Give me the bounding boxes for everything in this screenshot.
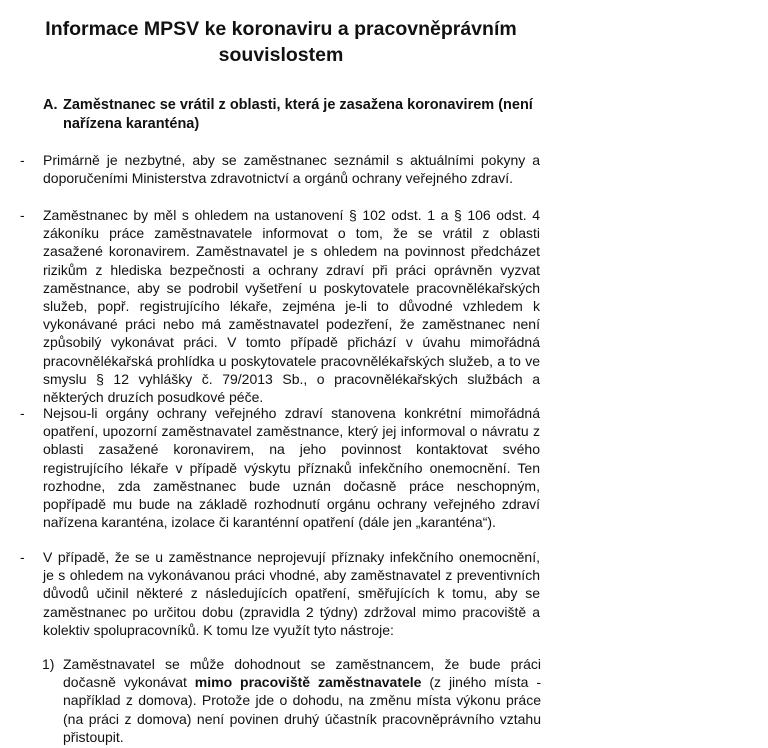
bullet-dash: - bbox=[20, 549, 25, 565]
bullet-dash: - bbox=[20, 152, 25, 168]
bullet-text: Zaměstnanec by měl s ohledem na ustanovení § 102 odst. 1 a § 106 odst. 4 zákoníku práce zaměstnavatele informovat o tom, že se vrátil z oblasti zasažené koronavirem. Zaměstnavatel je s ohledem na povinnost předcházet rizikům z hlediska bezpečnosti a ochrany zdraví při práci oprávněn vyzvat zaměstnance, aby se podrobil vyšetření u poskytovatele pracovnělékařských služeb, popř. registrujícího lékaře, zejména je-li to důvodné vzhledem k vykonávané práci nebo má zaměstnavatel podezření, že zaměstnanec není způsobilý vykonávat práci. V tomto případě přichází v úvahu mimořádná pracovnělékařská prohlídka u poskytovatele pracovnělékařských služeb, a to ve smyslu § 12 vyhlášky č. 79/2013 Sb., o pracovnělékařských službách a některých druzích posudkové péče. bbox=[43, 207, 540, 406]
text-part: (z jiného místa - například z domova). Protože jde o dohodu, na změnu místa výkonu práce (na práci z domova) není povinen druhý účastník pracovněprávního vztahu přistoupit. bbox=[63, 674, 541, 745]
section-letter: A. bbox=[43, 97, 58, 113]
bullet-text: Primárně je nezbytné, aby se zaměstnanec seznámil s aktuálními pokyny a doporučeními Ministerstva zdravotnictví a orgánů ochrany veřejného zdraví. bbox=[43, 152, 540, 187]
title-line-2: souvislostem bbox=[218, 44, 344, 66]
document-title bbox=[0, 16, 562, 68]
text-part: Zaměstnavatel se může dohodnout se zaměstnancem, že bude práci dočasně vykonávat bbox=[63, 656, 541, 691]
title-line-1: Informace MPSV ke koronaviru a pracovněprávním bbox=[45, 18, 517, 40]
numbered-item-text bbox=[63, 655, 541, 746]
text-bold-part: mimo pracoviště zaměstnavatele bbox=[194, 674, 422, 691]
bullet-dash: - bbox=[20, 207, 25, 223]
item-number: 1) bbox=[42, 656, 55, 672]
bullet-text: V případě, že se u zaměstnance neprojevují příznaky infekčního onemocnění, je s ohledem na vykonávanou práci vhodné, aby zaměstnavatel z preventivních důvodů učinil některé z následujících opatření, směřujících k tomu, aby se zaměstnanec po určitou dobu (zpravidla 2 týdny) zdržoval mimo pracoviště a kolektiv spolupracovníků. K tomu lze využít tyto nástroje: bbox=[43, 549, 540, 638]
bullet-dash: - bbox=[20, 405, 25, 421]
bullet-text: Nejsou-li orgány ochrany veřejného zdraví stanovena konkrétní mimořádná opatření, upozorní zaměstnavatel zaměstnance, který jej informoval o návratu z oblasti zasažené koronavirem, na jeho povinnost kontaktovat svého registrujícího lékaře v případě výskytu příznaků infekčního onemocnění. Ten rozhodne, zda zaměstnanec bude uznán dočasně práce neschopným, popřípadě mu bude na základě rozhodnutí orgánu ochrany veřejného zdraví nařízena karanténa, izolace či karanténní opatření (dále jen „karanténa“). bbox=[43, 405, 540, 531]
section-heading-text: Zaměstnanec se vrátil z oblasti, která je zasažena koronavirem (není nařízena karanténa) bbox=[63, 97, 533, 132]
